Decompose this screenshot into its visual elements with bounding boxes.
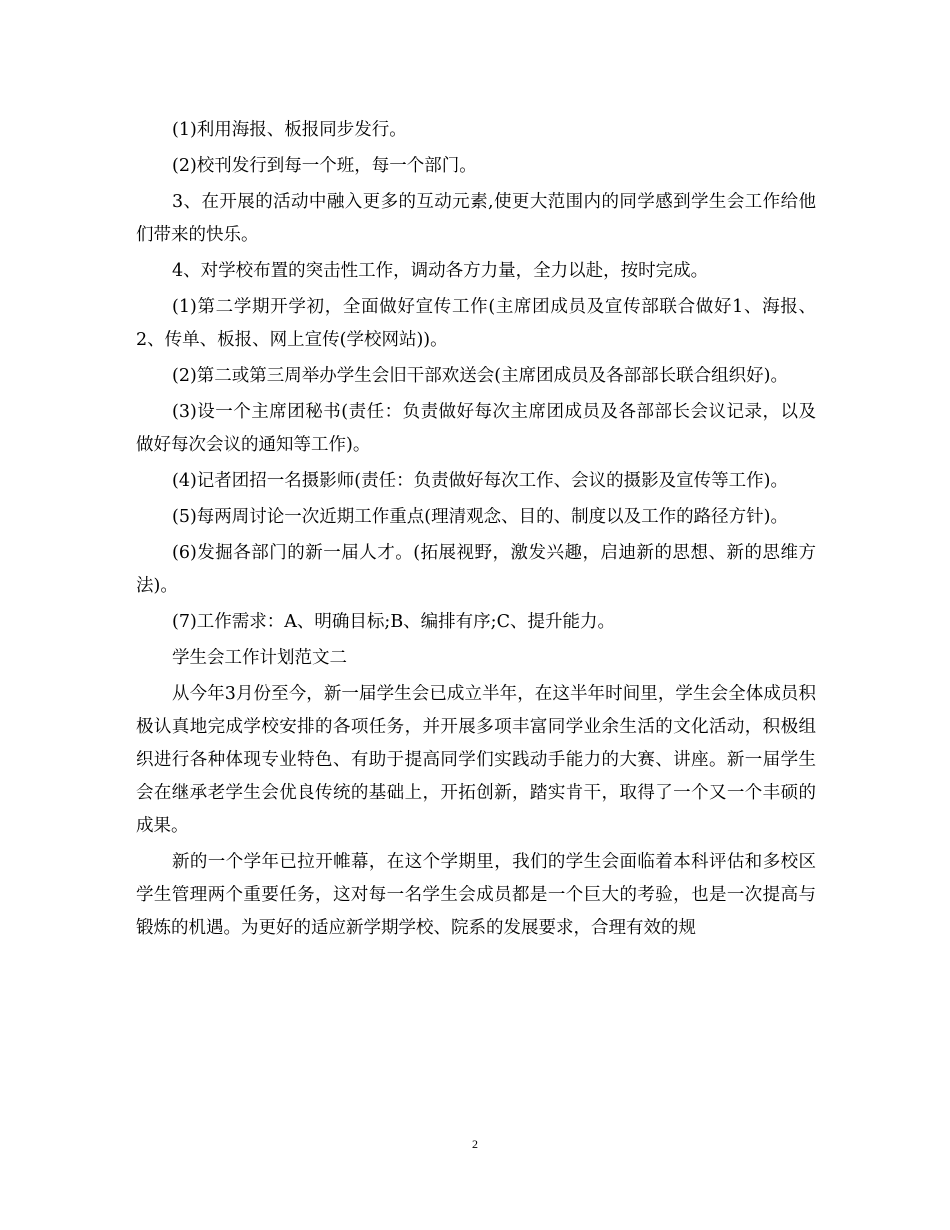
paragraph: (7)工作需求：A、明确目标;B、编排有序;C、提升能力。	[172, 612, 615, 632]
paragraph: (1)第二学期开学初，全面做好宣传工作(主席团成员及宣传部联合做好1、海报、2、传单、板报、网上宣传(学校网站))。	[136, 297, 816, 350]
page-number: 2	[472, 1137, 478, 1151]
section-heading: 学生会工作计划范文二	[172, 648, 347, 668]
paragraph: (2)校刊发行到每一个班，每一个部门。	[172, 156, 477, 176]
paragraph: 从今年3月份至今，新一届学生会已成立半年，在这半年时间里，学生会全体成员积极认真地完成学校安排的各项任务，并开展多项丰富同学业余生活的文化活动，积极组织进行各种体现专业特色、有助于提高同学们实践动手能力的大赛、讲座。新一届学生会在继承老学生会优良传统的基础上，开拓创新，踏实肯干，取得了一个又一个丰硕的成果。	[136, 684, 816, 836]
paragraph: (4)记者团招一名摄影师(责任：负责做好每次工作、会议的摄影及宣传等工作)。	[172, 471, 788, 491]
paragraph: 4、对学校布置的突击性工作，调动各方力量，全力以赴，按时完成。	[172, 261, 709, 281]
paragraph: (6)发掘各部门的新一届人才。(拓展视野，激发兴趣，启迪新的思想、新的思维方法)。	[136, 543, 816, 596]
paragraph: (3)设一个主席团秘书(责任：负责做好每次主席团成员及各部部长会议记录，以及做好每次会议的通知等工作)。	[136, 402, 816, 455]
paragraph: (2)第二或第三周举办学生会旧干部欢送会(主席团成员及各部部长联合组织好)。	[172, 366, 788, 386]
document-body	[136, 114, 816, 948]
paragraph: (5)每两周讨论一次近期工作重点(理清观念、目的、制度以及工作的路径方针)。	[172, 507, 788, 527]
paragraph: 新的一个学年已拉开帷幕，在这个学期里，我们的学生会面临着本科评估和多校区学生管理两个重要任务，这对每一名学生会成员都是一个巨大的考验，也是一次提高与锻炼的机遇。为更好的适应新学期学校、院系的发展要求，合理有效的规	[136, 852, 816, 938]
paragraph: (1)利用海报、板报同步发行。	[172, 120, 407, 140]
paragraph: 3、在开展的活动中融入更多的互动元素,使更大范围内的同学感到学生会工作给他们带来的快乐。	[136, 192, 816, 245]
